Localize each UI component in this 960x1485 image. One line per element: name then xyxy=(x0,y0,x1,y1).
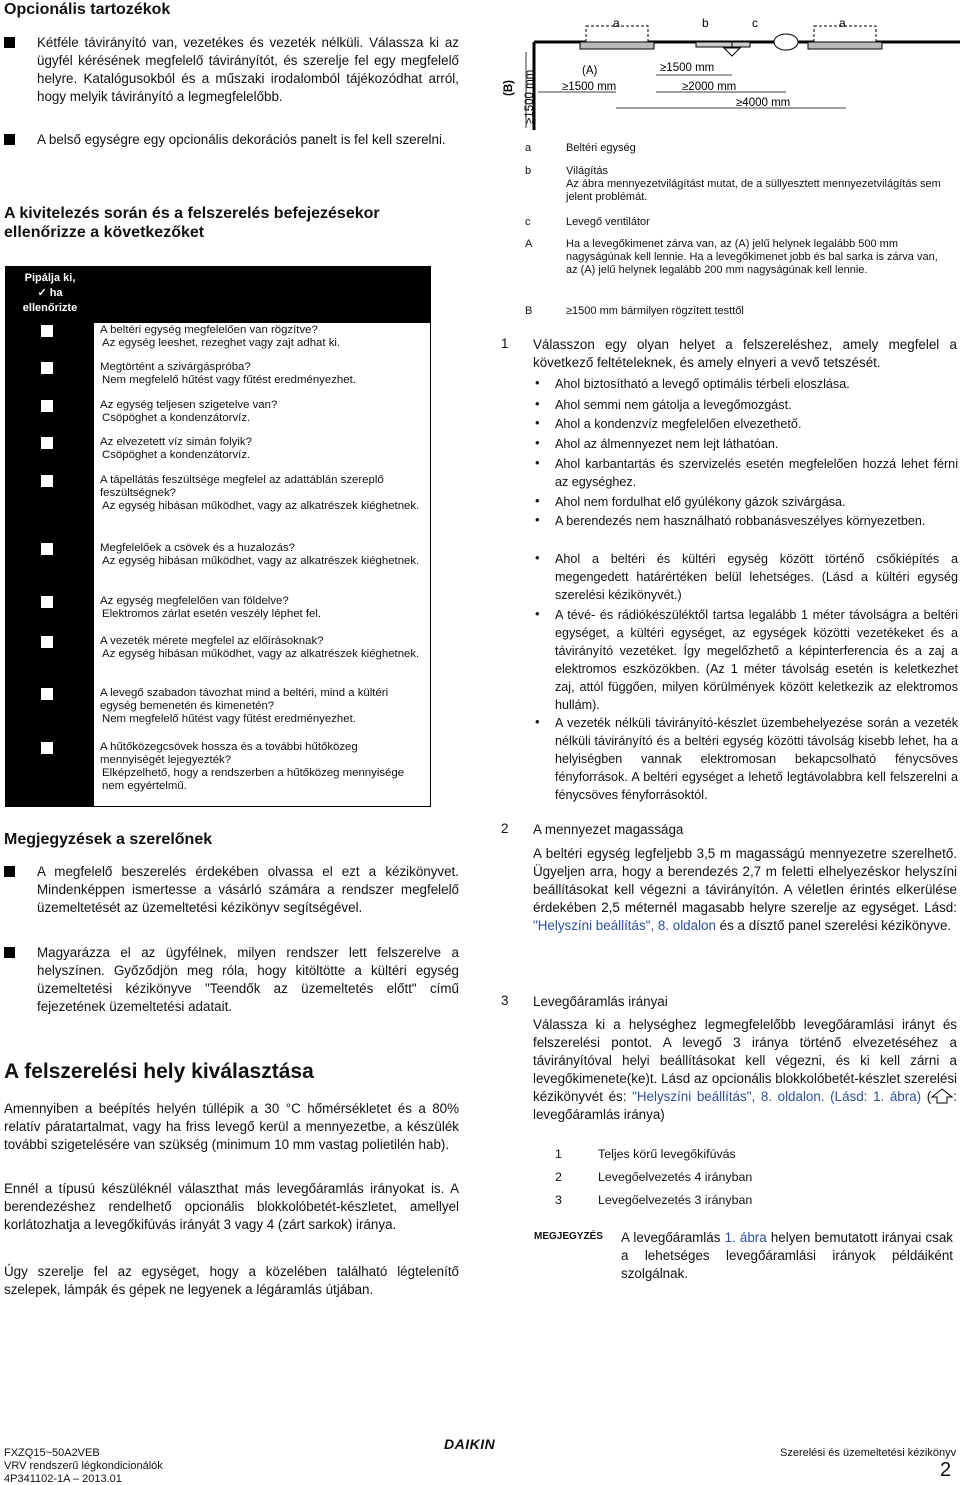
section-number: 3 xyxy=(501,993,509,1008)
legend-value: Levegő ventilátor xyxy=(566,216,650,228)
fig-dim-B: ≥1500 mm xyxy=(524,69,536,124)
airflow-option-number: 3 xyxy=(555,1193,562,1207)
bullet-dot: • xyxy=(535,455,540,470)
checkbox-row-8[interactable] xyxy=(41,636,53,648)
bullet-dot: • xyxy=(535,714,540,729)
section-title-installer-notes: Megjegyzések a szerelőnek xyxy=(4,831,213,848)
fig-label-B: (B) xyxy=(503,80,515,96)
bullet-square-icon xyxy=(4,866,15,877)
section-2-title: A mennyezet magassága xyxy=(533,822,684,837)
section-3-title: Levegőáramlás irányai xyxy=(533,994,668,1009)
checkbox-row-5[interactable] xyxy=(41,475,53,487)
table-row: A levegő szabadon távozhat mind a beltéri, mind a kültéri egység bemenetén és kimenetén? Nem megfelelő hűtést vagy fűtést eredményezhet. xyxy=(100,687,389,725)
fig-dim-1500: ≥1500 mm xyxy=(660,62,715,74)
site-paragraph-1: Amennyiben a beépítés helyén túllépik a 30 °C hőmérsékletet és a 80% relatív páratartalmat, vagy ha friss levegő kerül a mennyezetbe, a készülék további szigetelésére van szükség (minimum 10 mm vastag polietilén hab). xyxy=(4,1101,459,1152)
list-item: Ahol semmi nem gátolja a levegőmozgást. xyxy=(555,398,792,412)
ceiling-light xyxy=(696,42,750,47)
fig-label-a-left: a xyxy=(613,16,620,30)
clearance-figure xyxy=(496,0,960,130)
bullet-dot: • xyxy=(535,493,540,508)
legend-value: Beltéri egység xyxy=(566,142,636,154)
site-paragraph-2: Ennél a típusú készüléknél választhat más levegőáramlás irányokat is. A berendezéshez rendelhető opcionális blokkolóbetét-készletet, amellyel korlátozhatja a levegőkifúvás irányát 3 vagy 4 (zárt sarkok) iránya. xyxy=(4,1181,459,1232)
checkbox-row-3[interactable] xyxy=(41,400,53,412)
bullet-remote-controller: Kétféle távirányító van, vezetékes és vezeték nélküli. Válassza ki az ügyfél kérésének megfelelő távirányítót, és szerelje fel egy megfelelő helyre. Katalógusokból és a műszaki irodalomból tájékozódhat arról, hogy melyik távirányító a legmegfelelőbb. xyxy=(4,34,459,106)
air-fan-unit xyxy=(774,34,798,50)
fig-dim-2000: ≥2000 mm xyxy=(682,81,737,93)
checkbox-row-6[interactable] xyxy=(41,543,53,555)
bullet-dot: • xyxy=(535,415,540,430)
bullet-dot: • xyxy=(535,375,540,390)
fig-label-A: (A) xyxy=(582,65,598,77)
footer-manual-title: Szerelési és üzemeltetési kézikönyv xyxy=(780,1447,957,1459)
link-figure-1-note[interactable]: 1. ábra xyxy=(724,1230,767,1245)
checkbox-row-4[interactable] xyxy=(41,437,53,449)
table-row: A tápellátás feszültsége megfelel az adattáblán szereplő feszültségnek? Az egység hibásan működhet, vagy az alkatrészek kiéghetnek. xyxy=(100,474,420,512)
airflow-option-number: 1 xyxy=(555,1147,562,1161)
indoor-unit-right-panel xyxy=(808,42,882,49)
site-paragraph-3: Úgy szerelje fel az egységet, hogy a közelében található légtelenítő szelepek, lámpák és gépek ne legyenek a légáramlás útjában. xyxy=(4,1264,459,1297)
bullet-decoration-panel: A belső egységre egy opcionális dekorációs panelt is fel kell szerelni. xyxy=(4,131,459,149)
section-number: 2 xyxy=(501,821,509,836)
list-item: Ahol az álmennyezet nem lejt láthatóan. xyxy=(555,437,779,451)
checklist-checkbox-column xyxy=(6,323,94,806)
page-number: 2 xyxy=(940,1459,952,1481)
section-title-optional-accessories: Opcionális tartozékok xyxy=(4,1,171,18)
airflow-option-label: Levegőelvezetés 3 irányban xyxy=(598,1193,753,1207)
legend-key: B xyxy=(525,305,533,317)
table-row: Megfelelőek a csövek és a huzalozás? Az egység hibásan működhet, vagy az alkatrészek kiéghetnek. xyxy=(100,542,420,567)
fig-label-b: b xyxy=(702,16,709,30)
section-2-text: A beltéri egység legfeljebb 3,5 m magasságú mennyezetre szerelhető. Ügyeljen arra, hogy a berendezés 2,7 m feletti elhelyezéskor helyszíni beállításokat kell végezni a távirányítón. A véletlen érintés elkerülése érdekében 2,5 méternél magasabb helyre szerelje az egységet. Lásd: "Helyszíni beállítás", 8. oldalon és a dísztő panel szerelési kézikönyve. xyxy=(533,846,957,933)
list-item: A berendezés nem használható robbanásveszélyes környezetben. xyxy=(555,514,926,528)
fig-dim-4000: ≥4000 mm xyxy=(736,97,791,109)
checkbox-row-2[interactable] xyxy=(41,362,53,374)
bullet-square-icon xyxy=(4,134,15,145)
list-item: Ahol karbantartás és szervizelés esetén megfelelően hozzá lehet férni az egységhez. xyxy=(555,457,958,489)
section-title-checks: A kivitelezés során és a felszerelés befejezésekor ellenőrizze a következőket xyxy=(4,205,380,241)
checklist-table xyxy=(5,266,431,807)
fig-label-a-right: a xyxy=(839,16,846,30)
table-row: Az egység teljesen szigetelve van? Csöpöghet a kondenzátorvíz. xyxy=(100,399,278,424)
checklist-header-label: Pipálja ki, ✓ ha ellenőrizte xyxy=(22,272,78,314)
legend-key: c xyxy=(525,216,531,228)
legend-value: Ha a levegőkimenet zárva van, az (A) jelű helynek legalább 500 mm nagyságúnak kell lennie. Ha a levegőkimenet jobb és bal sarka is zárva van, az (A) jelű helynek legalább 200 mm nagyságúnak kell lennie. xyxy=(566,238,938,276)
legend-value: ≥1500 mm bármilyen rögzített testtől xyxy=(566,305,744,317)
checkbox-row-10[interactable] xyxy=(41,742,53,754)
clearance-diagram xyxy=(496,0,960,130)
bullet-dot: • xyxy=(535,435,540,450)
indoor-unit-left-panel xyxy=(580,42,654,49)
table-row: A hűtőközegcsövek hossza és a további hűtőközeg mennyiségét lejegyezték? Elképzelhető, hogy a rendszerben a hűtőközeg mennyisége nem egyértelmű. xyxy=(100,741,405,792)
bullet-dot: • xyxy=(535,512,540,527)
daikin-logo: DAIKIN xyxy=(444,1436,496,1452)
airflow-option-label: Levegőelvezetés 4 irányban xyxy=(598,1170,753,1184)
list-item: A vezeték nélküli távirányító-készlet üzembehelyezése során a vezeték nélküli távirányító és a beltéri egység közötti távolság kisebb lehet, ha a helyiségben vannak elektromosan bekapcsolható fénycsöves fényforrások. A beltéri egységet a lehető legtávolabbra kell felszerelni a fénycsöves fényforrásoktól. xyxy=(555,716,958,802)
checkbox-row-1[interactable] xyxy=(41,325,53,337)
bullet-square-icon xyxy=(4,37,15,48)
checklist-header xyxy=(6,267,430,323)
list-item: Ahol a kondenzvíz megfelelően elvezethető. xyxy=(555,417,802,431)
link-field-settings[interactable]: "Helyszíni beállítás", 8. oldalon xyxy=(533,918,716,933)
list-item: Ahol biztosítható a levegő optimális térbeli eloszlása. xyxy=(555,377,850,391)
note-text: A levegőáramlás 1. ábra helyen bemutatott irányai csak a lehetséges levegőáramlási irányok példáiként szolgálnak. xyxy=(621,1230,954,1281)
bullet-dot: • xyxy=(535,606,540,621)
checkbox-row-7[interactable] xyxy=(41,596,53,608)
note-read-manual: A megfelelő beszerelés érdekében olvassa el ezt a kézikönyvet. Mindenképpen ismertesse a vásárló számára a rendszer megfelelő üzemeltetését az üzemeltetési kézikönyv segítségével. xyxy=(4,863,459,917)
footer-left xyxy=(4,1447,163,1485)
airflow-direction-icon xyxy=(931,1088,953,1104)
legend-key: a xyxy=(525,142,532,154)
link-field-settings-2[interactable]: "Helyszíni beállítás", 8. oldalon. xyxy=(632,1089,825,1104)
note-explain-customer: Magyarázza el az ügyfélnek, milyen rendszer lett felszerelve a helyszínen. Győződjön meg róla, hogy kitöltötte a kültéri egység üzemeltetési kézikönyve "Teendők az üzemeltetés előtt" című fejezetének üzemeltetési adatait. xyxy=(4,944,459,1016)
fig-label-c: c xyxy=(752,16,758,30)
airflow-option-label: Teljes körű levegőkifúvás xyxy=(598,1147,736,1161)
table-row: Az egység megfelelően van földelve? Elektromos zárlat esetén veszély léphet fel. xyxy=(100,595,322,620)
table-row: Az elvezetett víz simán folyik? Csöpöghet a kondenzátorvíz. xyxy=(100,436,252,461)
section-number: 1 xyxy=(501,336,509,351)
link-figure-1[interactable]: (Lásd: 1. ábra) xyxy=(830,1089,922,1104)
section-title-site-selection: A felszerelési hely kiválasztása xyxy=(4,1060,314,1083)
footer-series: VRV rendszerű légkondicionálók xyxy=(4,1460,163,1472)
table-row: Megtörtént a szivárgáspróba? Nem megfelelő hűtést vagy fűtést eredményezhet. xyxy=(100,361,356,386)
table-row: A beltéri egység megfelelően van rögzítve? Az egység leeshet, rezeghet vagy zajt adhat ki. xyxy=(100,324,341,349)
table-row: A vezeték mérete megfelel az előírásoknak? Az egység hibásan működhet, vagy az alkatrészek kiéghetnek. xyxy=(100,635,420,660)
section-1-intro: Válasszon egy olyan helyet a felszereléshez, amely megfelel a következő feltételeknek, és amely elnyeri a vevő tetszését. xyxy=(533,337,957,370)
bullet-square-icon xyxy=(4,947,15,958)
legend-key: A xyxy=(525,238,533,250)
note-label: MEGJEGYZÉS xyxy=(534,1231,603,1242)
legend-value: Világítás Az ábra mennyezetvilágítást mutat, de a süllyesztett mennyezetvilágítás sem jelent problémát. xyxy=(566,165,941,203)
bullet-dot: • xyxy=(535,550,540,565)
bullet-dot: • xyxy=(535,396,540,411)
airflow-option-number: 2 xyxy=(555,1170,562,1184)
footer-model: FXZQ15~50A2VEB xyxy=(4,1447,100,1459)
list-item: Ahol nem fordulhat elő gyúlékony gázok szivárgása. xyxy=(555,495,846,509)
legend-key: b xyxy=(525,165,532,177)
section-3-text: Válassza ki a helységhez legmegfelelőbb levegőáramlási irányt és felszerelési pontot. A levegő 3 iránya történő elvezetéséhez a távirányítóval helyi beállításokat kell végezni, és ki kell zárni a levegőkimenete(ke)t. Lásd az opcionális blokkolóbetét-készlet szerelési kézikönyvét és: "Helyszíni beállítás", 8. oldalon. (Lásd: 1. ábra) ( : levegőáramlás iránya) xyxy=(533,1017,957,1122)
list-item: A tévé- és rádiókészüléktől tartsa legalább 1 méter távolságra a beltéri egységet, a kültéri egységet, az egységek közötti vezetékeket és a távirányító vezetéket. Így megelőzhető a képinterferencia és a zaj a elektromos eszközökben. (Az 1 méter távolság esetén is keletkezhet zaj, attól függően, milyen körülmények között keletkezik az elektromos hullám). xyxy=(555,608,958,712)
fan-body xyxy=(724,48,740,56)
fig-dim-A: ≥1500 mm xyxy=(562,81,617,93)
checkbox-row-9[interactable] xyxy=(41,688,53,700)
list-item: Ahol a beltéri és kültéri egység között történő csőkiépítés a megengedett határértéken belül lehetséges. (Lásd a kültéri egység szerelési kézikönyvét.) xyxy=(555,552,958,602)
footer-doc-number: 4P341102-1A – 2013.01 xyxy=(4,1473,122,1485)
